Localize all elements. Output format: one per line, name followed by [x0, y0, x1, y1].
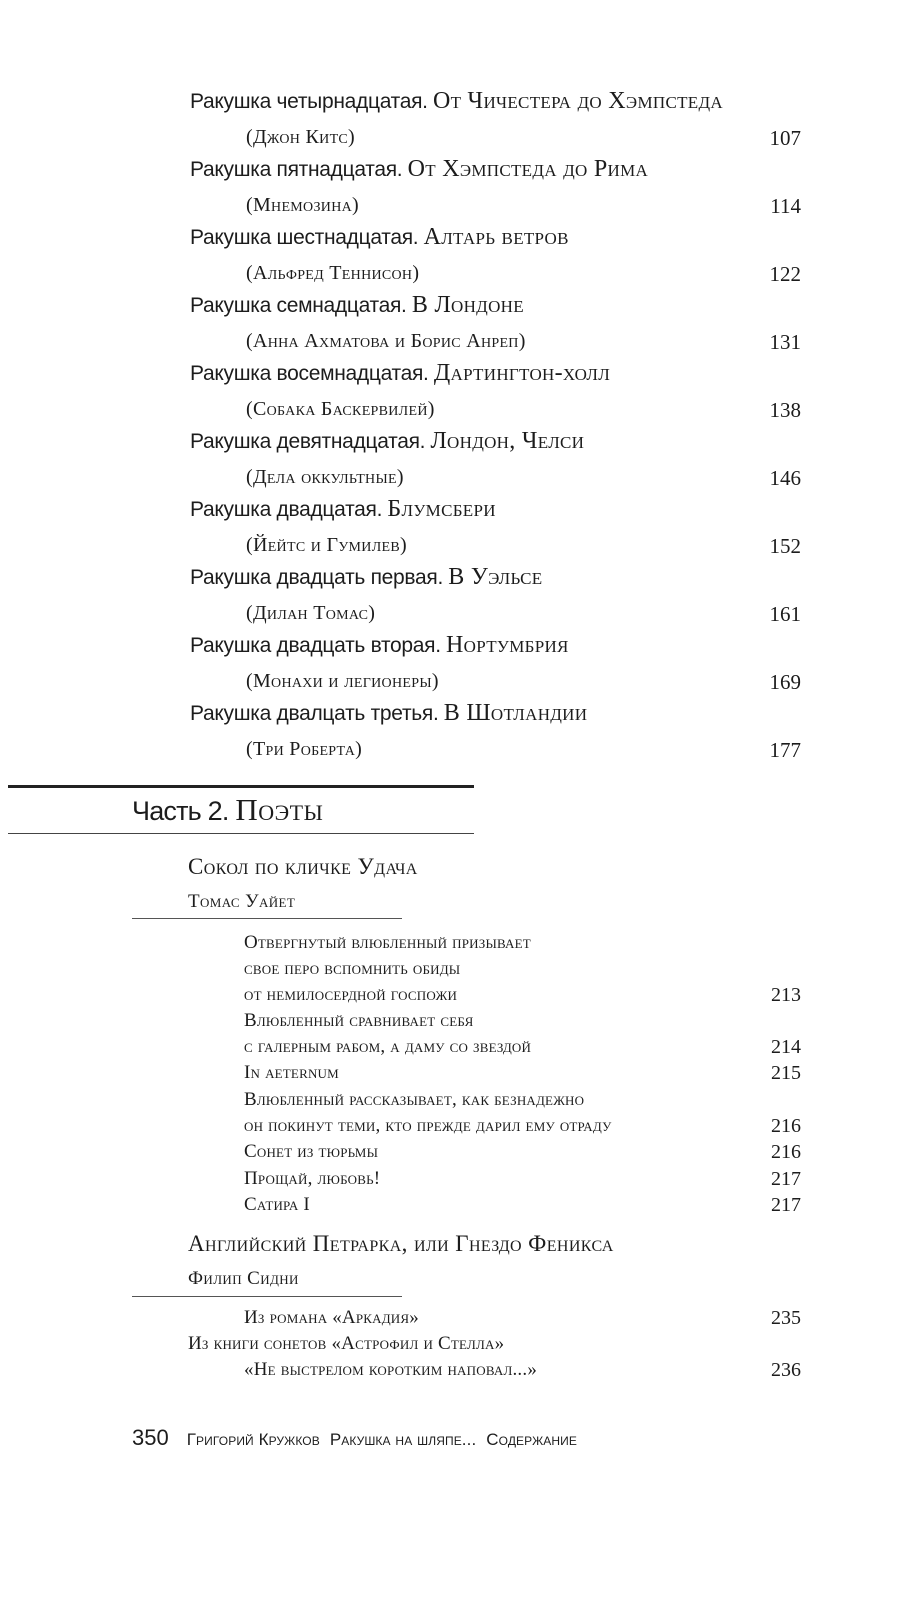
page-number: 177 — [769, 738, 801, 762]
shell-title-line — [190, 224, 569, 251]
page-number: 215 — [771, 1062, 801, 1084]
poem-line: Сонет из тюрьмы — [244, 1141, 379, 1162]
page-number: 216 — [771, 1141, 801, 1163]
footer-section: Содержание — [486, 1430, 577, 1449]
poem-line: Влюбленный рассказывает, как безнадежно — [244, 1089, 585, 1110]
shell-label: Ракушка четырнадцатая. — [190, 90, 428, 113]
shell-title: В Лондоне — [411, 292, 524, 318]
footer-author: Григорий Кружков — [186, 1430, 320, 1449]
shell-title-line — [190, 564, 542, 591]
shell-subtitle: (Собака Баскервилей) — [246, 398, 435, 420]
section-title: Сокол по кличке Удача — [188, 854, 418, 879]
shell-title-line — [190, 428, 584, 455]
shell-title: От Хэмпстеда до Рима — [407, 156, 649, 182]
page-number: 216 — [771, 1115, 801, 1137]
poem-line: свое перо вспомнить обиды — [244, 958, 461, 979]
page-number: 213 — [771, 984, 801, 1006]
poem-line: Отвергнутый влюбленный призывает — [244, 932, 531, 953]
part-title: Поэты — [235, 792, 324, 827]
page-number: 138 — [769, 398, 801, 422]
shell-subtitle: (Дела оккультные) — [246, 466, 404, 488]
shell-subtitle: (Альфред Теннисон) — [246, 262, 420, 284]
section-author: Томас Уайет — [188, 891, 296, 912]
shell-title-line — [190, 700, 587, 727]
shell-title: Лондон, Челси — [430, 428, 585, 454]
shell-label: Ракушка двалцать третья. — [190, 702, 439, 725]
shell-label: Ракушка девятнадцатая. — [190, 430, 426, 453]
section-title: Английский Петрарка, или Гнездо Феникса — [188, 1231, 614, 1256]
page-number: 152 — [769, 534, 801, 558]
shell-title-line — [190, 632, 569, 659]
poem-line: от немилосердной госпожи — [244, 984, 458, 1005]
poem-line: Прощай, любовь! — [244, 1168, 381, 1189]
shell-label: Ракушка двадцать вторая. — [190, 634, 441, 657]
shell-title: Алтарь ветров — [423, 224, 569, 250]
page-number: 122 — [769, 262, 801, 286]
poem-line: он покинут теми, кто прежде дарил ему отраду — [244, 1115, 612, 1136]
shell-title: В Уэльсе — [448, 564, 543, 590]
shell-label: Ракушка двадцатая. — [190, 498, 383, 521]
part-label: Часть 2. — [132, 796, 229, 826]
poem-line: «Не выстрелом коротким наповал...» — [244, 1359, 538, 1380]
page-footer — [132, 1425, 587, 1451]
shell-label: Ракушка восемнадцатая. — [190, 362, 429, 385]
page-number: 169 — [769, 670, 801, 694]
shell-label: Ракушка двадцать первая. — [190, 566, 444, 589]
page-number: 146 — [769, 466, 801, 490]
shell-title: Дартингтон-холл — [433, 360, 611, 386]
shell-title-line — [190, 360, 610, 387]
shell-title: В Шотландии — [443, 700, 588, 726]
page-number: 235 — [771, 1307, 801, 1329]
shell-subtitle: (Дилан Томас) — [246, 602, 376, 624]
section-author: Филип Сидни — [188, 1268, 299, 1289]
shell-label: Ракушка пятнадцатая. — [190, 158, 403, 181]
shell-title-line — [190, 292, 524, 319]
footer-book-title: Ракушка на шляпе... — [329, 1430, 477, 1449]
shell-title-line — [190, 88, 723, 115]
section-rule — [132, 1296, 402, 1297]
part-heading — [132, 792, 323, 828]
page-number: 107 — [769, 126, 801, 150]
shell-title-line — [190, 496, 496, 523]
shell-label: Ракушка шестнадцатая. — [190, 226, 419, 249]
shell-subtitle: (Йейтс и Гумилев) — [246, 534, 407, 556]
footer-page-number: 350 — [132, 1425, 169, 1450]
shell-subtitle: (Монахи и легионеры) — [246, 670, 439, 692]
shell-subtitle: (Три Роберта) — [246, 738, 363, 760]
poem-line: Из книги сонетов «Астрофил и Стелла» — [188, 1333, 505, 1354]
shell-subtitle: (Мнемозина) — [246, 194, 359, 216]
shell-subtitle: (Анна Ахматова и Борис Анреп) — [246, 330, 526, 352]
page-number: 131 — [769, 330, 801, 354]
poem-line: Из романа «Аркадия» — [244, 1307, 419, 1328]
shell-title-line — [190, 156, 648, 183]
poem-line: Сатира I — [244, 1194, 310, 1215]
shell-title: Блумсбери — [387, 496, 496, 522]
shell-subtitle: (Джон Китс) — [246, 126, 356, 148]
part-rule-bottom — [8, 833, 474, 834]
page-number: 217 — [771, 1194, 801, 1216]
shell-title: От Чичестера до Хэмпстеда — [432, 88, 723, 114]
page-number: 161 — [769, 602, 801, 626]
part-rule-top — [8, 785, 474, 788]
section-rule — [132, 918, 402, 919]
poem-line: Влюбленный сравнивает себя — [244, 1010, 474, 1031]
page-number: 214 — [771, 1036, 801, 1058]
page-number: 217 — [771, 1168, 801, 1190]
page-number: 236 — [771, 1359, 801, 1381]
shell-label: Ракушка семнадцатая. — [190, 294, 407, 317]
poem-line: In aeternum — [244, 1062, 339, 1083]
shell-title: Нортумбрия — [446, 632, 569, 658]
page-number: 114 — [770, 194, 801, 218]
poem-line: с галерным рабом, а даму со звездой — [244, 1036, 532, 1057]
